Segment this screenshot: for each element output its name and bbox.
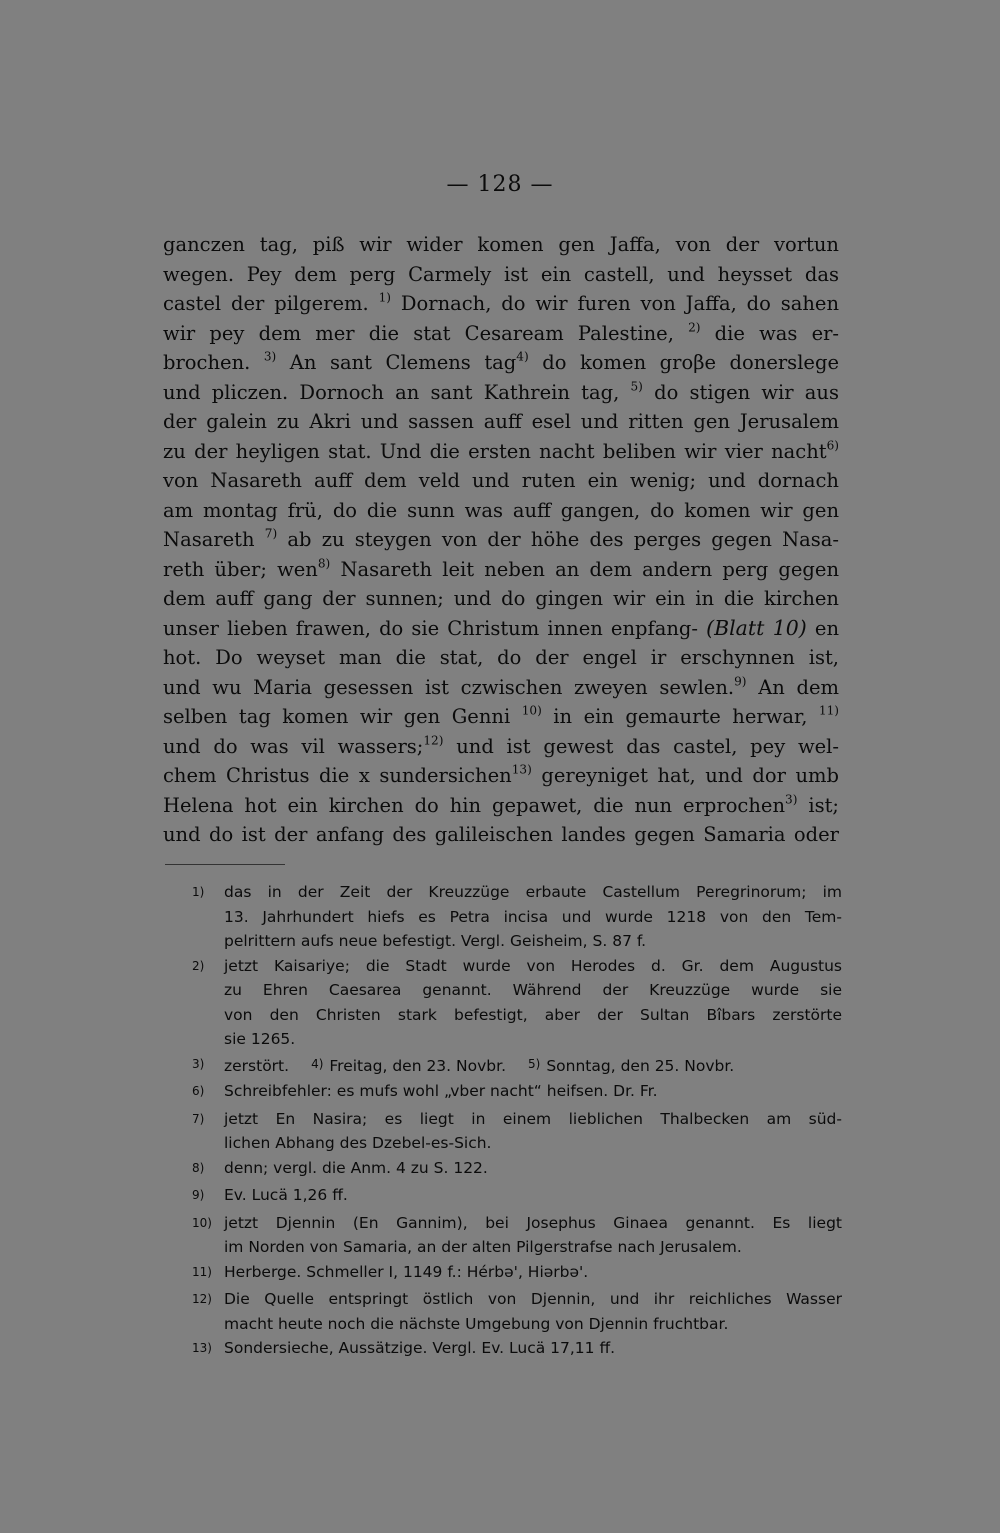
footnote-line: Schreibfehler: es mufs wohl „vber nacht“ heifsen. Dr. Fr. bbox=[224, 1082, 658, 1100]
footnote-line: 13. Jahrhundert hiefs es Petra incisa und wurde 1218 von den Tem- bbox=[224, 907, 842, 926]
footnote-marker: 1) bbox=[192, 885, 205, 899]
footnote-marker: 12) bbox=[192, 1292, 212, 1306]
footnote-ref: 7) bbox=[264, 526, 278, 541]
text-line: unser lieben frawen, do sie Christum innen enpfang- (Blatt 10) en bbox=[163, 615, 840, 640]
footnote-marker: 10) bbox=[192, 1215, 212, 1230]
footnote-marker: 5) bbox=[528, 1056, 541, 1071]
text-line: hot. Do weyset man die stat, do der engel ir erschynnen ist, bbox=[163, 646, 839, 669]
footnote-marker: 8) bbox=[192, 1160, 205, 1175]
footnote-ref: 2) bbox=[688, 320, 701, 335]
footnote-ref: 3) bbox=[263, 349, 277, 364]
text-line: wegen. Pey dem perg Carmely ist ein castell, und heysset das bbox=[163, 262, 839, 286]
footnote-text: Freitag, den 23. Novbr. bbox=[329, 1056, 506, 1075]
text-line: und do ist der anfang des galileischen landes gegen Samaria oder bbox=[163, 823, 839, 846]
footnote-ref: 9) bbox=[734, 674, 747, 689]
footnote-ref: 5) bbox=[630, 379, 643, 394]
footnote bbox=[192, 880, 842, 954]
footnote-text: Sonntag, den 25. Novbr. bbox=[546, 1056, 735, 1075]
text-line: ganczen tag, piß wir wider komen gen Jaffa, von der vortun bbox=[163, 233, 839, 256]
footnote-separator bbox=[165, 864, 285, 865]
footnote-marker: 2) bbox=[192, 958, 205, 973]
text-line: dem auff gang der sunnen; und do gingen wir ein in die kirchen bbox=[163, 587, 839, 610]
footnote-line: Ev. Lucä 1,26 ff. bbox=[224, 1186, 348, 1204]
footnote-ref: 3) bbox=[785, 792, 798, 807]
footnote-line: zu Ehren Caesarea genannt. Während der Kreuzzüge wurde sie bbox=[224, 981, 842, 999]
footnote-line: im Norden von Samaria, an der alten Pilgerstrafse nach Jerusalem. bbox=[224, 1238, 742, 1256]
footnote-marker: 13) bbox=[192, 1341, 212, 1355]
text-line: der galein zu Akri und sassen auff esel und ritten gen Jerusalem bbox=[163, 410, 839, 433]
footnote bbox=[192, 1156, 842, 1184]
footnote bbox=[192, 1183, 842, 1211]
text-line: von Nasareth auff dem veld und ruten ein wenig; und dornach bbox=[163, 469, 839, 492]
text-line: Nasareth $^{7)}$ ab zu steygen von der höhe des perges gegen Nasa- bbox=[163, 526, 840, 551]
footnote-line: Die Quelle entspringt östlich von Djennin, und ihr reichliches Wasser bbox=[224, 1290, 842, 1308]
footnote bbox=[192, 954, 842, 1052]
footnote-ref: 1) bbox=[378, 290, 392, 305]
footnote-line: lichen Abhang des Dzebel-es-Sich. bbox=[224, 1134, 492, 1152]
text-line: brochen. $^{3)}$ An sant Clemens tag$^{4)}$ do komen groβe donerslege bbox=[163, 349, 839, 374]
footnote bbox=[192, 1107, 842, 1156]
main-text bbox=[163, 230, 839, 850]
footnote-marker: 7) bbox=[192, 1111, 205, 1126]
footnote-ref: 12) bbox=[423, 733, 444, 748]
footnote-marker: 4) bbox=[311, 1056, 324, 1071]
footnote-marker: 11) bbox=[192, 1264, 212, 1279]
text-line: und pliczen. Dornoch an sant Kathrein tag, $^{5)}$ do stigen wir aus bbox=[163, 379, 839, 404]
footnote-text: zerstört. bbox=[224, 1056, 290, 1075]
footnote-marker: 3) bbox=[192, 1056, 205, 1071]
footnote-line: jetzt Djennin (En Gannim), bei Josephus Ginaea genannt. Es liegt bbox=[224, 1213, 842, 1232]
text-line: und do was vil wassers;$^{12)}$ und ist gewest das castel, pey wel- bbox=[163, 733, 840, 758]
footnote bbox=[192, 1079, 842, 1107]
text-line: und wu Maria gesessen ist czwischen zweyen sewlen.$^{9)}$ An dem bbox=[163, 674, 840, 699]
footnote bbox=[192, 1336, 842, 1364]
text-line: chem Christus die x sundersichen$^{13)}$ gereyniget hat, und dor umb bbox=[163, 762, 840, 787]
footnote-ref: 4) bbox=[516, 349, 529, 364]
footnote-line: denn; vergl. die Anm. 4 zu S. 122. bbox=[224, 1158, 488, 1177]
footnote bbox=[192, 1211, 842, 1260]
footnote-line: von den Christen stark befestigt, aber der Sultan Bîbars zerstörte bbox=[224, 1005, 842, 1024]
footnotes bbox=[192, 880, 842, 1364]
footnote-ref: 10) bbox=[521, 703, 542, 718]
footnote-ref: 6) bbox=[826, 438, 839, 453]
footnote-ref: 13) bbox=[511, 762, 532, 777]
footnote-marker: 9) bbox=[192, 1188, 205, 1202]
footnote-line: das in der Zeit der Kreuzzüge erbaute Castellum Peregrinorum; im bbox=[224, 883, 842, 901]
text-line: am montag frü, do die sunn was auff gangen, do komen wir gen bbox=[163, 498, 839, 522]
footnote bbox=[192, 1287, 842, 1336]
footnote-marker: 6) bbox=[192, 1084, 205, 1098]
footnote-ref: 11) bbox=[818, 703, 839, 718]
footnote-line: Sondersieche, Aussätzige. Vergl. Ev. Lucä 17,11 ff. bbox=[224, 1339, 616, 1357]
footnote-line: sie 1265. bbox=[224, 1030, 296, 1048]
text-line: zu der heyligen stat. Und die ersten nacht beliben wir vier nacht$^{6)}$ bbox=[163, 438, 839, 463]
footnote bbox=[192, 1052, 842, 1080]
footnote-line: macht heute noch die nächste Umgebung von Djennin fruchtbar. bbox=[224, 1314, 729, 1333]
footnote-line: jetzt En Nasira; es liegt in einem lieblichen Thalbecken am süd- bbox=[224, 1109, 842, 1128]
manuscript-folio-note: (Blatt 10) bbox=[706, 615, 807, 640]
text-line: castel der pilgerem. $^{1)}$ Dornach, do wir furen von Jaffa, do sahen bbox=[163, 290, 840, 315]
footnote bbox=[192, 1260, 842, 1288]
text-line: selben tag komen wir gen Genni $^{10)}$ in ein gemaurte herwar, $^{11)}$ bbox=[163, 703, 839, 728]
footnote-line: Herberge. Schmeller I, 1149 f.: Hérbə', Hiərbə'. bbox=[224, 1262, 589, 1281]
text-line: wir pey dem mer die stat Cesaream Palestine, $^{2)}$ die was er- bbox=[163, 320, 840, 345]
footnote-line: pelrittern aufs neue befestigt. Vergl. Geisheim, S. 87 f. bbox=[224, 932, 647, 950]
footnote-ref: 8) bbox=[317, 556, 331, 571]
text-line: Helena hot ein kirchen do hin gepawet, die nun erprochen$^{3)}$ ist; bbox=[163, 792, 839, 817]
footnote-line: jetzt Kaisariye; die Stadt wurde von Herodes d. Gr. dem Augustus bbox=[224, 956, 842, 975]
page-number: — 128 — bbox=[446, 172, 554, 197]
text-line: reth über; wen$^{8)}$ Nasareth leit neben an dem andern perg gegen bbox=[163, 556, 840, 581]
